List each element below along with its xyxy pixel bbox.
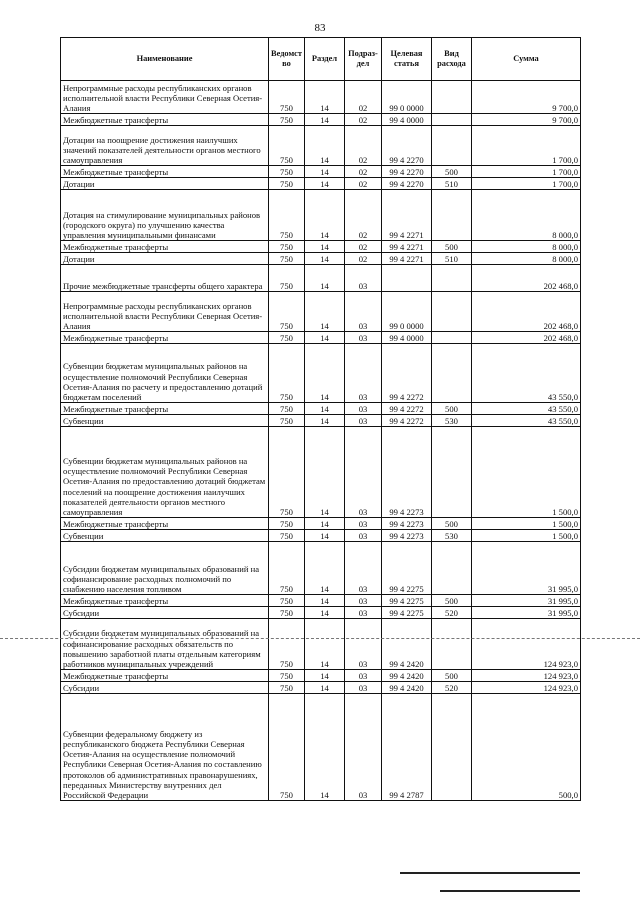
cell-summa: 1 500,0 <box>472 530 581 542</box>
cell-vid: 500 <box>432 403 472 415</box>
cell-name: Субсидии бюджетам муниципальных образований на софинансирование расходных обязательств по повышению заработной платы отдельным категориям работников муниципальных учреждений <box>61 619 269 670</box>
cell-statya: 99 4 2420 <box>382 682 432 694</box>
table-row <box>61 415 581 427</box>
budget-table <box>60 37 581 801</box>
cell-podrazdel: 03 <box>345 619 382 670</box>
cell-razdel: 14 <box>305 81 345 114</box>
cell-ved: 750 <box>269 694 305 801</box>
cell-ved: 750 <box>269 542 305 595</box>
cell-ved: 750 <box>269 178 305 190</box>
cell-razdel: 14 <box>305 403 345 415</box>
table-row <box>61 344 581 403</box>
cell-podrazdel: 02 <box>345 114 382 126</box>
cell-ved: 750 <box>269 530 305 542</box>
cell-summa: 124 923,0 <box>472 682 581 694</box>
cell-summa: 1 700,0 <box>472 126 581 166</box>
table-row <box>61 542 581 595</box>
cell-statya: 99 4 2275 <box>382 542 432 595</box>
table-row <box>61 595 581 607</box>
table-row <box>61 81 581 114</box>
cell-statya: 99 4 2271 <box>382 253 432 265</box>
cell-ved: 750 <box>269 619 305 670</box>
cell-summa: 124 923,0 <box>472 670 581 682</box>
cell-name: Межбюджетные трансферты <box>61 114 269 126</box>
table-row <box>61 178 581 190</box>
cell-statya: 99 4 2273 <box>382 427 432 518</box>
cell-vid <box>432 190 472 241</box>
cell-podrazdel: 03 <box>345 265 382 292</box>
cell-name: Субсидии <box>61 682 269 694</box>
cell-razdel: 14 <box>305 344 345 403</box>
table-row <box>61 403 581 415</box>
header-vid: Вид расхода <box>432 38 472 81</box>
cell-name: Дотации <box>61 253 269 265</box>
cell-statya: 99 4 2271 <box>382 190 432 241</box>
cell-podrazdel: 03 <box>345 332 382 344</box>
cell-podrazdel: 03 <box>345 344 382 403</box>
cell-name: Субвенции <box>61 530 269 542</box>
cell-name: Субвенции бюджетам муниципальных районов на осуществление полномочий Республики Северная Осетия-Алания по расчету и предоставлению дотаций бюджетам поселений <box>61 344 269 403</box>
cell-ved: 750 <box>269 114 305 126</box>
table-header <box>61 38 581 81</box>
cell-name: Дотация на стимулирование муниципальных районов (городского округа) по улучшению качества управления муниципальными финансами <box>61 190 269 241</box>
table-row <box>61 190 581 241</box>
cell-podrazdel: 02 <box>345 178 382 190</box>
cell-vid <box>432 427 472 518</box>
cell-vid <box>432 344 472 403</box>
cell-name: Непрограммные расходы республиканских органов исполнительной власти Республики Северная Осетия-Алания <box>61 292 269 332</box>
cell-ved: 750 <box>269 344 305 403</box>
table-row <box>61 332 581 344</box>
cell-razdel: 14 <box>305 595 345 607</box>
table-row <box>61 126 581 166</box>
cell-statya <box>382 265 432 292</box>
cell-vid: 500 <box>432 518 472 530</box>
cell-ved: 750 <box>269 241 305 253</box>
scan-mark-bottom-1 <box>400 872 580 874</box>
cell-name: Субвенции федеральному бюджету из республиканского бюджета Республики Северная Осетия-Алания на осуществление полномочий Республики Северная Осетия-Алания по составлению протоколов об административных правонарушениях, переданных Министерству внутренних дел Российской Федерации <box>61 694 269 801</box>
header-name: Наименование <box>61 38 269 81</box>
cell-name: Субвенции бюджетам муниципальных районов на осуществление полномочий Республики Северная Осетия-Алания по предоставлению дотаций бюджетам поселений на поощрение достижения наилучших показателей деятельности органов местного самоуправления <box>61 427 269 518</box>
table-row <box>61 694 581 801</box>
cell-razdel: 14 <box>305 518 345 530</box>
cell-podrazdel: 03 <box>345 694 382 801</box>
cell-podrazdel: 02 <box>345 166 382 178</box>
cell-razdel: 14 <box>305 415 345 427</box>
table-row <box>61 518 581 530</box>
cell-vid: 510 <box>432 253 472 265</box>
cell-statya: 99 4 2273 <box>382 530 432 542</box>
cell-ved: 750 <box>269 415 305 427</box>
cell-statya: 99 4 2275 <box>382 607 432 619</box>
cell-summa: 43 550,0 <box>472 403 581 415</box>
cell-podrazdel: 03 <box>345 415 382 427</box>
cell-summa: 31 995,0 <box>472 595 581 607</box>
cell-name: Дотации на поощрение достижения наилучших значений показателей деятельности органов местного самоуправления <box>61 126 269 166</box>
cell-razdel: 14 <box>305 126 345 166</box>
cell-name: Субсидии бюджетам муниципальных образований на софинансирование расходных полномочий по снабжению населения топливом <box>61 542 269 595</box>
cell-razdel: 14 <box>305 265 345 292</box>
header-podrazdel: Подраз- дел <box>345 38 382 81</box>
cell-summa: 31 995,0 <box>472 542 581 595</box>
header-statya: Целевая статья <box>382 38 432 81</box>
cell-summa: 1 500,0 <box>472 427 581 518</box>
page-number: 83 <box>314 22 326 34</box>
cell-podrazdel: 03 <box>345 292 382 332</box>
cell-ved: 750 <box>269 265 305 292</box>
cell-ved: 750 <box>269 332 305 344</box>
cell-vid: 500 <box>432 166 472 178</box>
cell-razdel: 14 <box>305 670 345 682</box>
cell-ved: 750 <box>269 595 305 607</box>
cell-vid <box>432 265 472 292</box>
cell-podrazdel: 03 <box>345 403 382 415</box>
table-row <box>61 530 581 542</box>
cell-summa: 202 468,0 <box>472 332 581 344</box>
cell-statya: 99 4 2787 <box>382 694 432 801</box>
header-summa: Сумма <box>472 38 581 81</box>
table-row <box>61 292 581 332</box>
table-row <box>61 253 581 265</box>
scan-mark-bottom-2 <box>440 890 580 892</box>
cell-statya: 99 4 2272 <box>382 403 432 415</box>
cell-name: Межбюджетные трансферты <box>61 332 269 344</box>
cell-statya: 99 4 2270 <box>382 178 432 190</box>
cell-summa: 1 500,0 <box>472 518 581 530</box>
cell-vid <box>432 126 472 166</box>
cell-ved: 750 <box>269 682 305 694</box>
cell-summa: 43 550,0 <box>472 415 581 427</box>
cell-statya: 99 4 2270 <box>382 166 432 178</box>
cell-podrazdel: 03 <box>345 542 382 595</box>
cell-vid <box>432 292 472 332</box>
cell-razdel: 14 <box>305 166 345 178</box>
cell-vid: 530 <box>432 530 472 542</box>
cell-razdel: 14 <box>305 607 345 619</box>
cell-podrazdel: 02 <box>345 241 382 253</box>
cell-summa: 8 000,0 <box>472 190 581 241</box>
table-row <box>61 265 581 292</box>
cell-ved: 750 <box>269 190 305 241</box>
cell-podrazdel: 03 <box>345 607 382 619</box>
cell-vid: 520 <box>432 682 472 694</box>
cell-ved: 750 <box>269 81 305 114</box>
cell-razdel: 14 <box>305 694 345 801</box>
cell-ved: 750 <box>269 427 305 518</box>
table-row <box>61 607 581 619</box>
cell-statya: 99 4 2273 <box>382 518 432 530</box>
cell-statya: 99 4 2272 <box>382 344 432 403</box>
cell-vid: 520 <box>432 607 472 619</box>
cell-vid: 500 <box>432 670 472 682</box>
cell-vid <box>432 619 472 670</box>
cell-razdel: 14 <box>305 619 345 670</box>
cell-name: Межбюджетные трансферты <box>61 595 269 607</box>
cell-vid <box>432 542 472 595</box>
cell-podrazdel: 03 <box>345 682 382 694</box>
cell-podrazdel: 02 <box>345 81 382 114</box>
cell-ved: 750 <box>269 126 305 166</box>
cell-vid <box>432 694 472 801</box>
table-row <box>61 241 581 253</box>
cell-summa: 8 000,0 <box>472 253 581 265</box>
cell-ved: 750 <box>269 607 305 619</box>
cell-statya: 99 4 2270 <box>382 126 432 166</box>
cell-statya: 99 4 2420 <box>382 619 432 670</box>
cell-name: Субвенции <box>61 415 269 427</box>
table-row <box>61 166 581 178</box>
cell-statya: 99 0 0000 <box>382 292 432 332</box>
cell-summa: 1 700,0 <box>472 166 581 178</box>
cell-statya: 99 0 0000 <box>382 81 432 114</box>
scan-fold-line <box>0 638 640 639</box>
cell-razdel: 14 <box>305 178 345 190</box>
cell-statya: 99 4 2272 <box>382 415 432 427</box>
cell-vid <box>432 81 472 114</box>
cell-razdel: 14 <box>305 190 345 241</box>
cell-summa: 9 700,0 <box>472 81 581 114</box>
table-row <box>61 682 581 694</box>
cell-summa: 124 923,0 <box>472 619 581 670</box>
cell-razdel: 14 <box>305 241 345 253</box>
table-row <box>61 114 581 126</box>
cell-podrazdel: 02 <box>345 126 382 166</box>
cell-ved: 750 <box>269 292 305 332</box>
cell-name: Межбюджетные трансферты <box>61 403 269 415</box>
cell-razdel: 14 <box>305 427 345 518</box>
cell-name: Прочие межбюджетные трансферты общего характера <box>61 265 269 292</box>
cell-name: Межбюджетные трансферты <box>61 670 269 682</box>
cell-statya: 99 4 0000 <box>382 114 432 126</box>
cell-statya: 99 4 2275 <box>382 595 432 607</box>
cell-podrazdel: 02 <box>345 190 382 241</box>
cell-vid: 510 <box>432 178 472 190</box>
cell-summa: 43 550,0 <box>472 344 581 403</box>
cell-vid: 500 <box>432 241 472 253</box>
cell-razdel: 14 <box>305 292 345 332</box>
cell-razdel: 14 <box>305 530 345 542</box>
cell-summa: 8 000,0 <box>472 241 581 253</box>
cell-vid: 530 <box>432 415 472 427</box>
cell-razdel: 14 <box>305 332 345 344</box>
cell-podrazdel: 03 <box>345 670 382 682</box>
cell-podrazdel: 03 <box>345 427 382 518</box>
cell-podrazdel: 03 <box>345 518 382 530</box>
cell-razdel: 14 <box>305 682 345 694</box>
cell-vid: 500 <box>432 595 472 607</box>
cell-name: Дотации <box>61 178 269 190</box>
cell-summa: 202 468,0 <box>472 292 581 332</box>
cell-ved: 750 <box>269 670 305 682</box>
cell-podrazdel: 03 <box>345 530 382 542</box>
cell-razdel: 14 <box>305 542 345 595</box>
table-row <box>61 670 581 682</box>
cell-summa: 9 700,0 <box>472 114 581 126</box>
cell-name: Межбюджетные трансферты <box>61 166 269 178</box>
cell-name: Субсидии <box>61 607 269 619</box>
cell-podrazdel: 02 <box>345 253 382 265</box>
cell-ved: 750 <box>269 518 305 530</box>
cell-summa: 500,0 <box>472 694 581 801</box>
table-row <box>61 427 581 518</box>
header-razdel: Раздел <box>305 38 345 81</box>
header-ved: Ведомст во <box>269 38 305 81</box>
cell-podrazdel: 03 <box>345 595 382 607</box>
cell-summa: 1 700,0 <box>472 178 581 190</box>
cell-name: Межбюджетные трансферты <box>61 518 269 530</box>
cell-razdel: 14 <box>305 114 345 126</box>
cell-name: Межбюджетные трансферты <box>61 241 269 253</box>
cell-name: Непрограммные расходы республиканских органов исполнительной власти Республики Северная Осетия-Алания <box>61 81 269 114</box>
cell-vid <box>432 114 472 126</box>
cell-vid <box>432 332 472 344</box>
cell-ved: 750 <box>269 166 305 178</box>
cell-ved: 750 <box>269 403 305 415</box>
cell-statya: 99 4 0000 <box>382 332 432 344</box>
cell-ved: 750 <box>269 253 305 265</box>
cell-summa: 202 468,0 <box>472 265 581 292</box>
table-row <box>61 619 581 670</box>
cell-razdel: 14 <box>305 253 345 265</box>
cell-statya: 99 4 2271 <box>382 241 432 253</box>
cell-summa: 31 995,0 <box>472 607 581 619</box>
cell-statya: 99 4 2420 <box>382 670 432 682</box>
